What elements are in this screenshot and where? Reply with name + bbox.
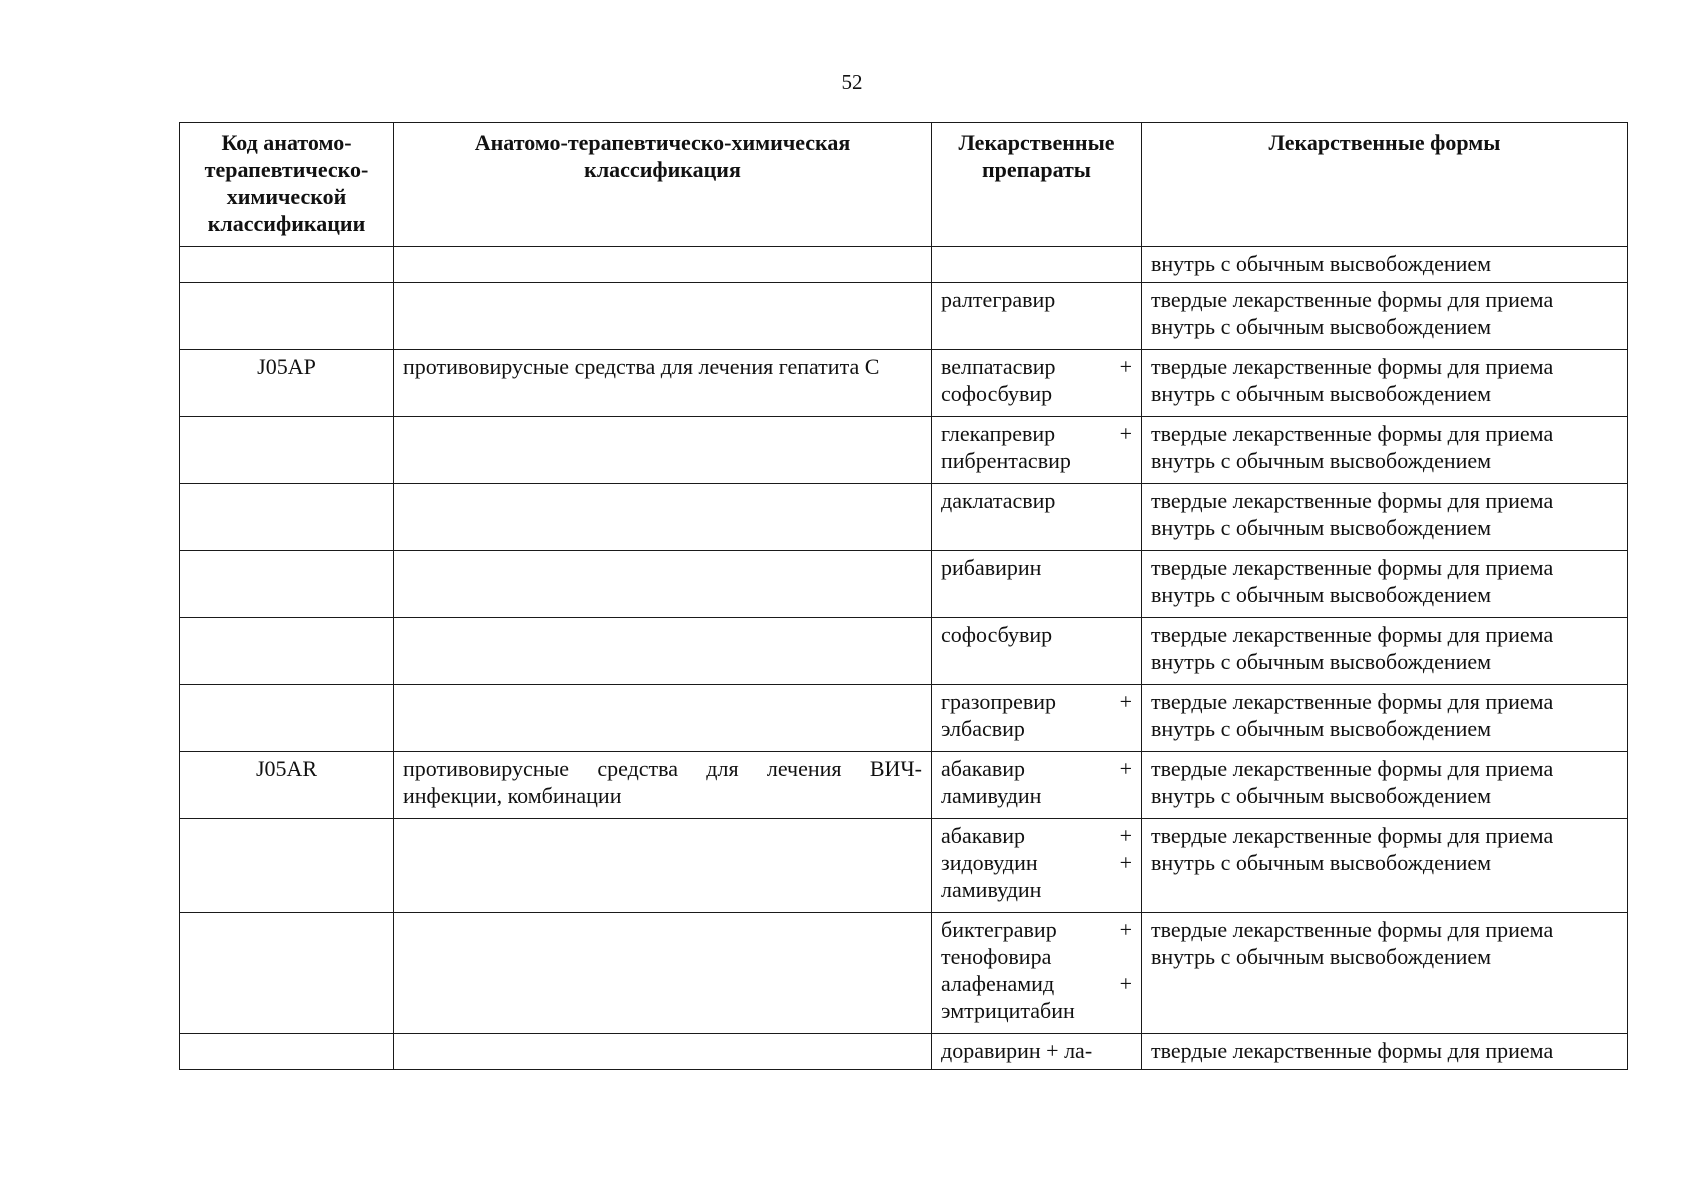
- cell-form: твердые лекарственные формы для приема внутрь с обычным высвобождением: [1142, 685, 1628, 752]
- cell-code: [180, 417, 394, 484]
- table-row: [180, 618, 1628, 685]
- cell-code: [180, 819, 394, 913]
- table-header-row: [180, 123, 1628, 247]
- cell-form: твердые лекарственные формы для приема: [1142, 1034, 1628, 1070]
- cell-classification: [394, 685, 932, 752]
- cell-form: твердые лекарственные формы для приема внутрь с обычным высвобождением: [1142, 913, 1628, 1034]
- cell-drug: абакавир + зидовудин + ламивудин: [932, 819, 1142, 913]
- cell-code: [180, 913, 394, 1034]
- header-dosage-forms: Лекарственные формы: [1142, 123, 1628, 247]
- header-atc-classification: Анатомо-терапевтическо-химическая классификация: [394, 123, 932, 247]
- cell-classification: [394, 618, 932, 685]
- cell-drug: гразопревир + элбасвир: [932, 685, 1142, 752]
- drug-table: [179, 122, 1628, 1070]
- cell-code: J05AP: [180, 350, 394, 417]
- cell-code: [180, 484, 394, 551]
- cell-form: твердые лекарственные формы для приема внутрь с обычным высвобождением: [1142, 752, 1628, 819]
- table-row: [180, 752, 1628, 819]
- cell-code: [180, 685, 394, 752]
- table-row: [180, 1034, 1628, 1070]
- table-row: [180, 685, 1628, 752]
- cell-drug: даклатасвир: [932, 484, 1142, 551]
- table-row: [180, 484, 1628, 551]
- table-row: [180, 283, 1628, 350]
- cell-form: твердые лекарственные формы для приема внутрь с обычным высвобождением: [1142, 484, 1628, 551]
- cell-code: [180, 283, 394, 350]
- header-drugs: Лекарственные препараты: [932, 123, 1142, 247]
- cell-drug: биктегравир + тенофовира алафенамид + эмтрицитабин: [932, 913, 1142, 1034]
- cell-drug: [932, 247, 1142, 283]
- cell-form: твердые лекарственные формы для приема внутрь с обычным высвобождением: [1142, 618, 1628, 685]
- cell-classification: [394, 247, 932, 283]
- cell-form: внутрь с обычным высвобождением: [1142, 247, 1628, 283]
- cell-form: твердые лекарственные формы для приема внутрь с обычным высвобождением: [1142, 819, 1628, 913]
- cell-drug: софосбувир: [932, 618, 1142, 685]
- cell-code: [180, 618, 394, 685]
- table-row: [180, 350, 1628, 417]
- cell-code: J05AR: [180, 752, 394, 819]
- cell-form: твердые лекарственные формы для приема внутрь с обычным высвобождением: [1142, 350, 1628, 417]
- cell-form: твердые лекарственные формы для приема внутрь с обычным высвобождением: [1142, 417, 1628, 484]
- cell-classification: [394, 819, 932, 913]
- table-row: [180, 551, 1628, 618]
- table-row: [180, 819, 1628, 913]
- cell-classification: [394, 484, 932, 551]
- cell-classification: [394, 283, 932, 350]
- cell-code: [180, 551, 394, 618]
- cell-code: [180, 247, 394, 283]
- cell-drug: абакавир + ламивудин: [932, 752, 1142, 819]
- cell-code: [180, 1034, 394, 1070]
- cell-classification: [394, 1034, 932, 1070]
- cell-drug: глекапревир + пибрентасвир: [932, 417, 1142, 484]
- cell-drug: доравирин + ла-: [932, 1034, 1142, 1070]
- cell-drug: велпатасвир + софосбувир: [932, 350, 1142, 417]
- table-row: [180, 417, 1628, 484]
- cell-drug: ралтегравир: [932, 283, 1142, 350]
- table-row: [180, 913, 1628, 1034]
- cell-classification: противовирусные средства для лечения гепатита С: [394, 350, 932, 417]
- cell-form: твердые лекарственные формы для приема внутрь с обычным высвобождением: [1142, 283, 1628, 350]
- cell-classification: противовирусные средства для лечения ВИЧ-инфекции, комбинации: [394, 752, 932, 819]
- cell-classification: [394, 417, 932, 484]
- page-number: 52: [841, 70, 863, 94]
- cell-drug: рибавирин: [932, 551, 1142, 618]
- cell-classification: [394, 551, 932, 618]
- header-atc-code: Код анатомо-терапевтическо-химической классификации: [180, 123, 394, 247]
- table-row: [180, 247, 1628, 283]
- cell-form: твердые лекарственные формы для приема внутрь с обычным высвобождением: [1142, 551, 1628, 618]
- cell-classification: [394, 913, 932, 1034]
